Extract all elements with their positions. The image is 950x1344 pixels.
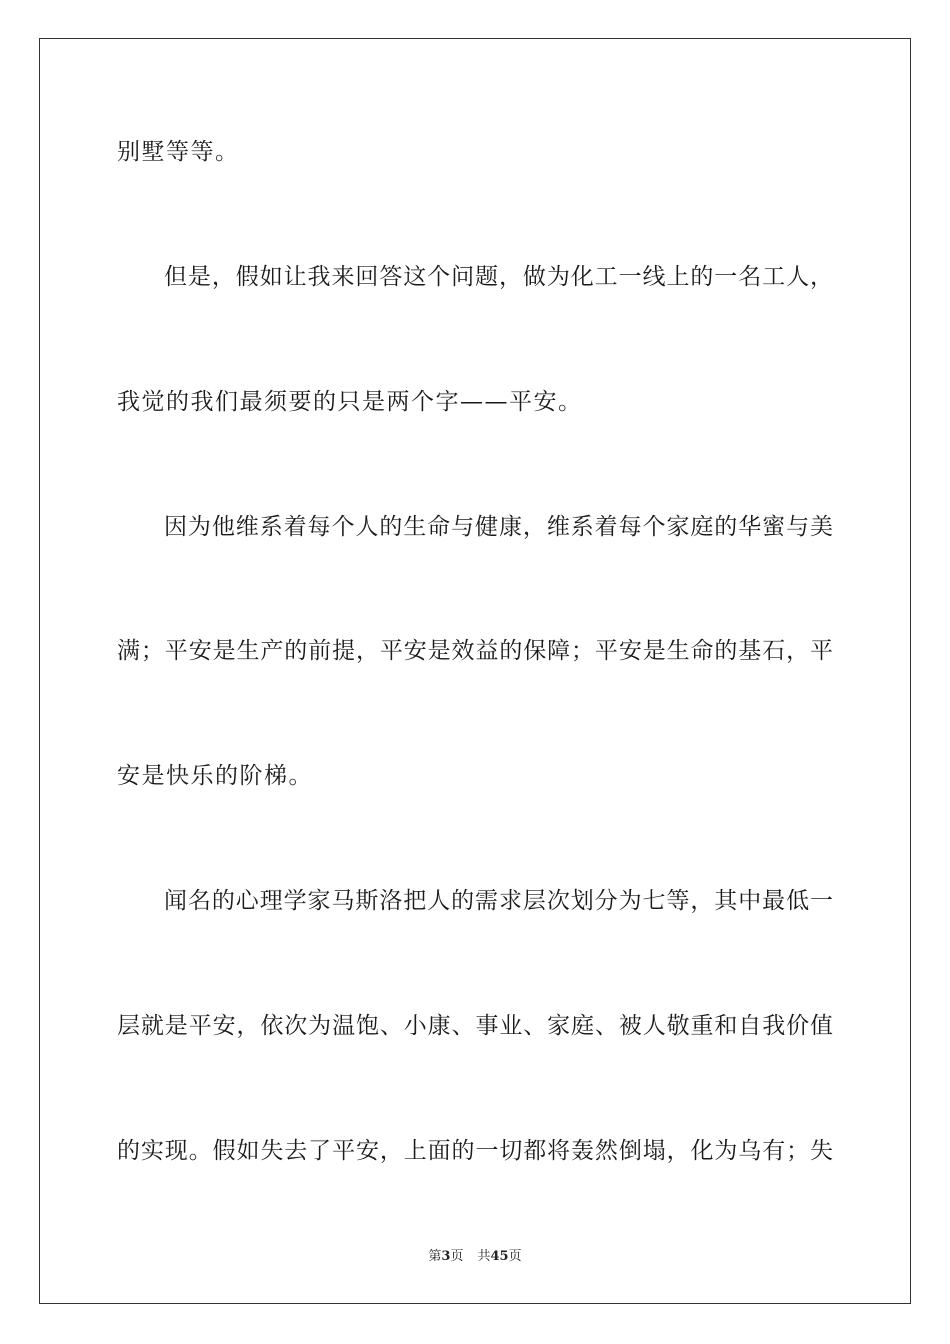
text-line: 但是，假如让我来回答这个问题，做为化工一线上的一名工人， bbox=[164, 264, 833, 290]
total-prefix: 共 bbox=[477, 1249, 491, 1264]
text-line: 的实现。假如失去了平安，上面的一切都将轰然倒塌，化为乌有；失 bbox=[117, 1138, 833, 1164]
text-line: 因为他维系着每个人的生命与健康，维系着每个家庭的华蜜与美 bbox=[164, 514, 833, 540]
text-line: 层就是平安，依次为温饱、小康、事业、家庭、被人敬重和自我价值 bbox=[117, 1013, 833, 1039]
page-border bbox=[39, 38, 911, 1304]
page-prefix: 第 bbox=[428, 1249, 442, 1264]
text-line: 安是快乐的阶梯。 bbox=[117, 763, 313, 789]
text-line: 满；平安是生产的前提，平安是效益的保障；平安是生命的基石，平 bbox=[117, 638, 833, 664]
total-pages: 45 bbox=[490, 1249, 509, 1264]
page-number: 3 bbox=[441, 1249, 451, 1264]
text-line: 闻名的心理学家马斯洛把人的需求层次划分为七等，其中最低一 bbox=[164, 888, 833, 914]
text-line: 别墅等等。 bbox=[117, 139, 240, 165]
page-suffix: 页 bbox=[450, 1249, 464, 1264]
text-line: 我觉的我们最须要的只是两个字——平安。 bbox=[117, 389, 583, 415]
total-suffix: 页 bbox=[508, 1249, 522, 1264]
page-footer bbox=[0, 1245, 950, 1264]
